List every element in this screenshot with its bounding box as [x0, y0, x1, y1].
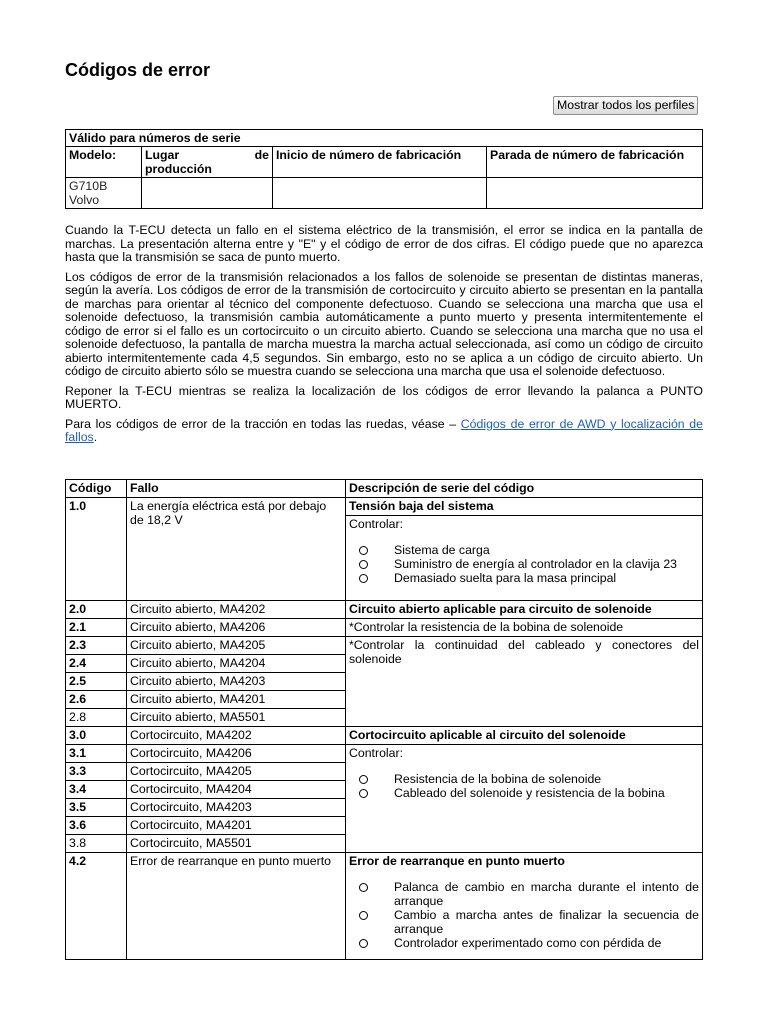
list-item: Palanca de cambio en marcha durante el intento de arranque [349, 880, 699, 908]
model-code: G710B [69, 179, 108, 193]
code-cell: 3.0 [66, 727, 127, 745]
code-cell: 2.4 [66, 655, 127, 673]
list-item: Controlador experimentado como con pérdida de [349, 936, 699, 950]
description-body [346, 853, 703, 960]
code-cell: 3.6 [66, 817, 127, 835]
code-cell: 1.0 [66, 498, 127, 601]
code-cell: 2.8 [66, 709, 127, 727]
description-check: *Controlar la continuidad del cableado y conectores del solenoide [346, 637, 703, 727]
table-row [66, 601, 703, 619]
code-cell: 2.6 [66, 691, 127, 709]
table-row [66, 498, 703, 516]
col-code: Código [66, 480, 127, 498]
stop-serial-cell [487, 178, 703, 209]
fault-cell: Circuito abierto, MA4206 [127, 619, 346, 637]
col-stop-serial: Parada de número de fabricación [487, 147, 703, 178]
col-production-place [142, 147, 273, 178]
fault-cell: Circuito abierto, MA4205 [127, 637, 346, 655]
fault-cell: Cortocircuito, MA4204 [127, 781, 346, 799]
code-cell: 3.3 [66, 763, 127, 781]
check-list [349, 543, 699, 585]
table-row [66, 619, 703, 637]
page-title: Códigos de error [65, 60, 211, 80]
description-title: Circuito abierto aplicable para circuito de solenoide [346, 601, 703, 619]
table-row [66, 637, 703, 655]
awd-ref-suffix: . [93, 430, 98, 444]
code-cell: 2.0 [66, 601, 127, 619]
col-model: Modelo: [66, 147, 142, 178]
table-header-row [66, 480, 703, 498]
code-cell: 2.1 [66, 619, 127, 637]
list-item: Resistencia de la bobina de solenoide [349, 772, 699, 786]
code-cell: 3.4 [66, 781, 127, 799]
check-list [349, 772, 699, 800]
code-cell: 4.2 [66, 853, 127, 960]
fault-cell: Circuito abierto, MA4202 [127, 601, 346, 619]
list-item: Suministro de energía al controlador en la clavija 23 [349, 557, 699, 571]
description-body [346, 516, 703, 601]
fault-cell: Cortocircuito, MA5501 [127, 835, 346, 853]
table-row [66, 727, 703, 745]
description-title: Error de rearranque en punto muerto [349, 854, 565, 868]
fault-cell: Circuito abierto, MA4201 [127, 691, 346, 709]
awd-error-codes-link[interactable]: Códigos de error de AWD y localización de fallos [65, 416, 703, 444]
serial-table-header: Válido para números de serie [66, 130, 703, 147]
code-cell: 3.1 [66, 745, 127, 763]
serial-number-table [65, 129, 703, 209]
fault-cell: Circuito abierto, MA5501 [127, 709, 346, 727]
description-title: Tensión baja del sistema [346, 498, 703, 516]
col-start-serial: Inicio de número de fabricación [273, 147, 487, 178]
fault-cell: Error de rearranque en punto muerto [127, 853, 346, 960]
check-intro: Controlar: [349, 517, 403, 531]
intro-paragraph-2: Los códigos de error de la transmisión relacionados a los fallos de solenoide se presentan de distintas maneras, según la avería. Los códigos de error de la transmisión de cortocircuito y circuito abierto se presentan en la pantalla de marchas para orientar al técnico del componente defectuoso. Cuando se selecciona una marcha que usa el solenoide defectuoso, la transmisión cambia automáticamente a punto muerto y presenta intermitentemente el código de error si el fallo es un cortocircuito o un circuito abierto. Cuando se selecciona una marcha que no usa el solenoide defectuoso, la pantalla de marcha muestra la marcha actual seleccionada, así como un código de circuito abierto intermitentemente cada 4,5 segundos. Sin embargo, esto no se aplica a un código de circuito abierto. Un código de circuito abierto sólo se muestra cuando se selecciona una marcha que usa el solenoide defectuoso. [65, 269, 703, 378]
show-all-profiles-button[interactable]: Mostrar todos los perfiles [553, 96, 698, 115]
table-row [66, 745, 703, 763]
fault-cell: Circuito abierto, MA4204 [127, 655, 346, 673]
model-brand: Volvo [69, 193, 100, 207]
description-check: *Controlar la resistencia de la bobina de solenoide [346, 619, 703, 637]
code-cell: 2.5 [66, 673, 127, 691]
list-item: Sistema de carga [349, 543, 699, 557]
col-fault: Fallo [127, 480, 346, 498]
fault-cell: Cortocircuito, MA4202 [127, 727, 346, 745]
intro-paragraph-4 [65, 418, 703, 445]
start-serial-cell [273, 178, 487, 209]
fault-cell: Cortocircuito, MA4201 [127, 817, 346, 835]
intro-paragraph-3: Reponer la T-ECU mientras se realiza la localización de los códigos de error llevando la palanca a PUNTO MUERTO. [65, 383, 703, 411]
table-row [66, 853, 703, 960]
description-title: Cortocircuito aplicable al circuito del solenoide [346, 727, 703, 745]
fault-cell: Cortocircuito, MA4206 [127, 745, 346, 763]
fault-cell: Cortocircuito, MA4203 [127, 799, 346, 817]
fault-cell: Cortocircuito, MA4205 [127, 763, 346, 781]
list-item: Demasiado suelta para la masa principal [349, 571, 699, 585]
awd-ref-prefix: Para los códigos de error de la tracción en todas las ruedas, véase – [65, 416, 457, 431]
col-description: Descripción de serie del código [346, 480, 703, 498]
col-place-word-1: Lugar [145, 148, 180, 162]
code-cell: 3.5 [66, 799, 127, 817]
list-item: Cableado del solenoide y resistencia de la bobina [349, 786, 699, 800]
code-cell: 3.8 [66, 835, 127, 853]
model-cell [66, 178, 142, 209]
error-codes-table [65, 479, 703, 960]
production-place-cell [142, 178, 273, 209]
intro-paragraph-1: Cuando la T-ECU detecta un fallo en el sistema eléctrico de la transmisión, el error se indica en la pantalla de marchas. La presentación alterna entre y "E" y el código de error de dos cifras. El código puede que no aparezca hasta que la transmisión se saca de punto muerto. [65, 223, 703, 264]
check-list [349, 880, 699, 950]
col-place-word-2: de [254, 148, 269, 162]
code-cell: 2.3 [66, 637, 127, 655]
check-intro: Controlar: [349, 746, 403, 760]
intro-text [65, 224, 703, 451]
fault-cell: La energía eléctrica está por debajo de 18,2 V [127, 498, 346, 601]
description-clip [349, 854, 699, 958]
description-body [346, 745, 703, 853]
list-item: Cambio a marcha antes de finalizar la secuencia de arranque [349, 908, 699, 936]
col-place-word-3: producción [145, 162, 212, 176]
fault-cell: Circuito abierto, MA4203 [127, 673, 346, 691]
